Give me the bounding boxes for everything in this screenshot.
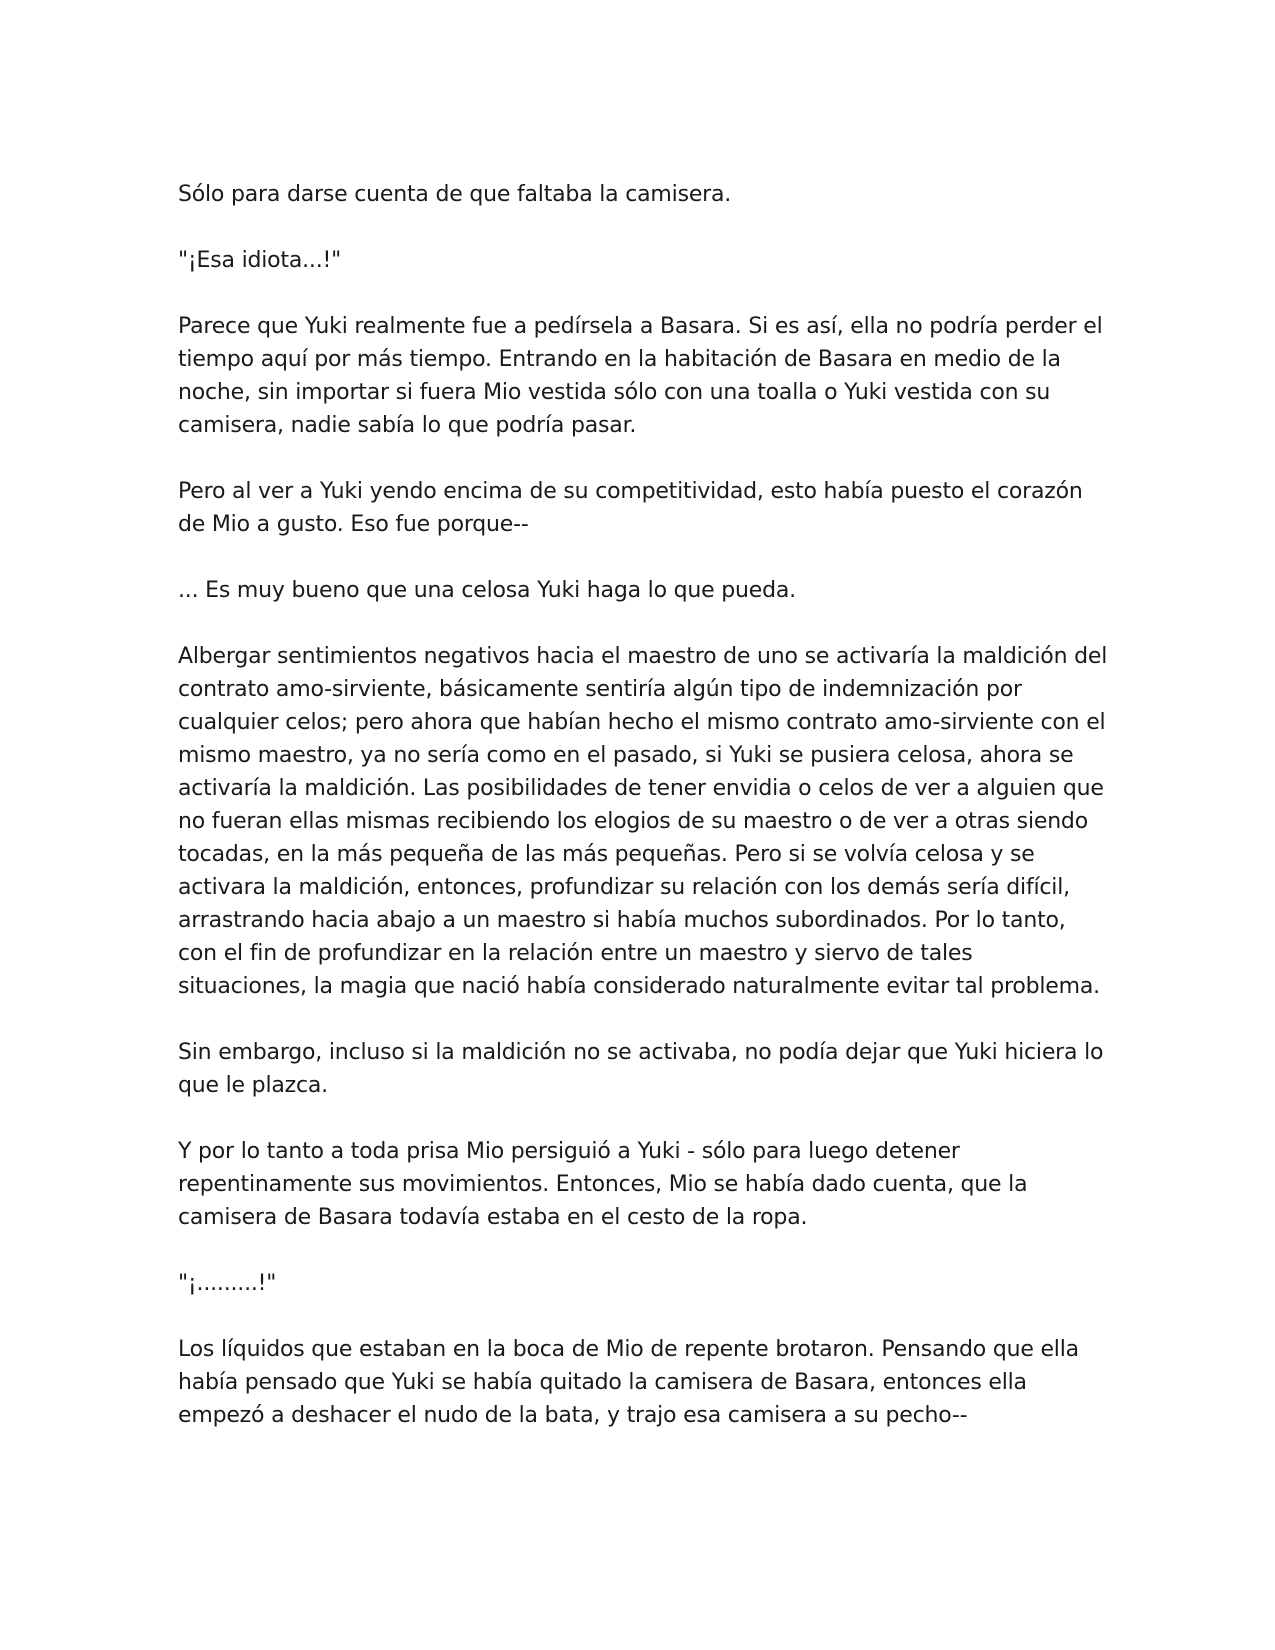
paragraph: Albergar sentimientos negativos hacia el maestro de uno se activaría la maldición del contrato amo-sirviente, básicamente sentiría algún tipo de indemnización por cualquier celos; pero ahora que habían hecho el mismo contrato amo-sirviente con el mismo maestro, ya no sería como en el pasado, si Yuki se pusiera celosa, ahora se activaría la maldición. Las posibilidades de tener envidia o celos de ver a alguien que no fueran ellas mismas recibiendo los elogios de su maestro o de ver a otras siendo tocadas, en la más pequeña de las más pequeñas. Pero si se volvía celosa y se activara la maldición, entonces, profundizar su relación con los demás sería difícil, arrastrando hacia abajo a un maestro si había muchos subordinados. Por lo tanto, con el fin de profundizar en la relación entre un maestro y siervo de tales situaciones, la magia que nació había considerado naturalmente evitar tal problema.	[178, 644, 1108, 999]
paragraph: ... Es muy bueno que una celosa Yuki haga lo que pueda.	[178, 578, 796, 603]
paragraph: Parece que Yuki realmente fue a pedírsela a Basara. Si es así, ella no podría perder el tiempo aquí por más tiempo. Entrando en la habitación de Basara en medio de la noche, sin importar si fuera Mio vestida sólo con una toalla o Yuki vestida con su camisera, nadie sabía lo que podría pasar.	[178, 314, 1103, 438]
paragraph: Y por lo tanto a toda prisa Mio persiguió a Yuki - sólo para luego detener repentinamente sus movimientos. Entonces, Mio se había dado cuenta, que la camisera de Basara todavía estaba en el cesto de la ropa.	[178, 1139, 1028, 1230]
paragraph: Los líquidos que estaban en la boca de Mio de repente brotaron. Pensando que ella había pensado que Yuki se había quitado la camisera de Basara, entonces ella empezó a deshacer el nudo de la bata, y trajo esa camisera a su pecho--	[178, 1337, 1079, 1428]
paragraph: "¡Esa idiota...!"	[178, 248, 342, 273]
paragraph: Sólo para darse cuenta de que faltaba la camisera.	[178, 182, 732, 207]
paragraph: "¡.........!"	[178, 1271, 277, 1296]
document-body	[178, 178, 1108, 1465]
paragraph: Pero al ver a Yuki yendo encima de su competitividad, esto había puesto el corazón de Mio a gusto. Eso fue porque--	[178, 479, 1083, 537]
paragraph: Sin embargo, incluso si la maldición no se activaba, no podía dejar que Yuki hiciera lo que le plazca.	[178, 1040, 1104, 1098]
